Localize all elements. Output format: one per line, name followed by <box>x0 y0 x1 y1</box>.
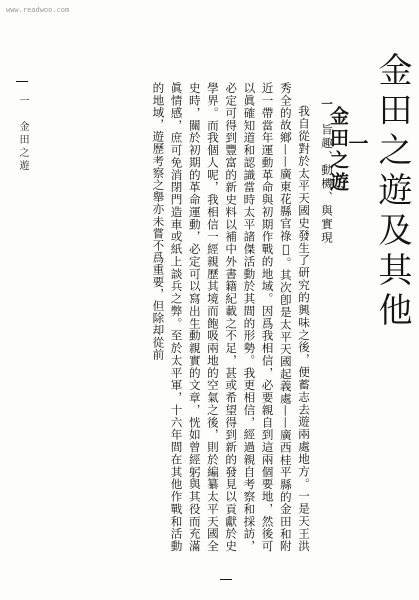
section-number: 一 <box>345 133 369 153</box>
margin-rule <box>16 81 28 82</box>
watermark: www.readwoo.com <box>6 6 70 14</box>
body-paragraph: 我自從對於太平天國史發生了研究的興味之後，便蓄志去遊兩處地方。一是天王洪秀全的故鄉——廣東花縣官祿𡊮。其次卽是太平天國起義處——廣西桂平縣的金田和附近一帶當年運動革命與初期作戰的地域。因爲我相信，必要親自到這兩個要地，然後可以眞確知道和認識當時太平諸傑活動於其間的形勢。我更相信，經過親自考察和採訪，必定可得到豐富的新史料以補中外書籍紀載之不足，甚或希望得到新的發見以貢獻於史學界。而我個人呢，我相信一經親歷其境而飽吸兩地的空氣之後，則於編纂太平天國全史時，關於初期的革命運動，必定可以寫出生動親實的文章，恍如曾經躬與其役而充滿眞情感，庶可免消閉門造車或紙上談兵之弊。至於太平軍，十六年間在其他作戰和活動的地域，遊歷考察之舉亦未嘗不爲重要，但除却從前 <box>151 82 311 552</box>
section-title: 金田之遊 <box>327 106 349 194</box>
running-head: 一 金田之遊 <box>17 95 28 173</box>
chapter-title: 金田之遊及其他 <box>372 52 412 332</box>
subsection-heading <box>321 98 333 245</box>
subsection-title: 旨趣、動機、與實現 <box>320 123 334 245</box>
subsection-number: 一 <box>320 98 334 112</box>
body-text <box>51 82 313 552</box>
page-number-mark <box>220 579 232 580</box>
